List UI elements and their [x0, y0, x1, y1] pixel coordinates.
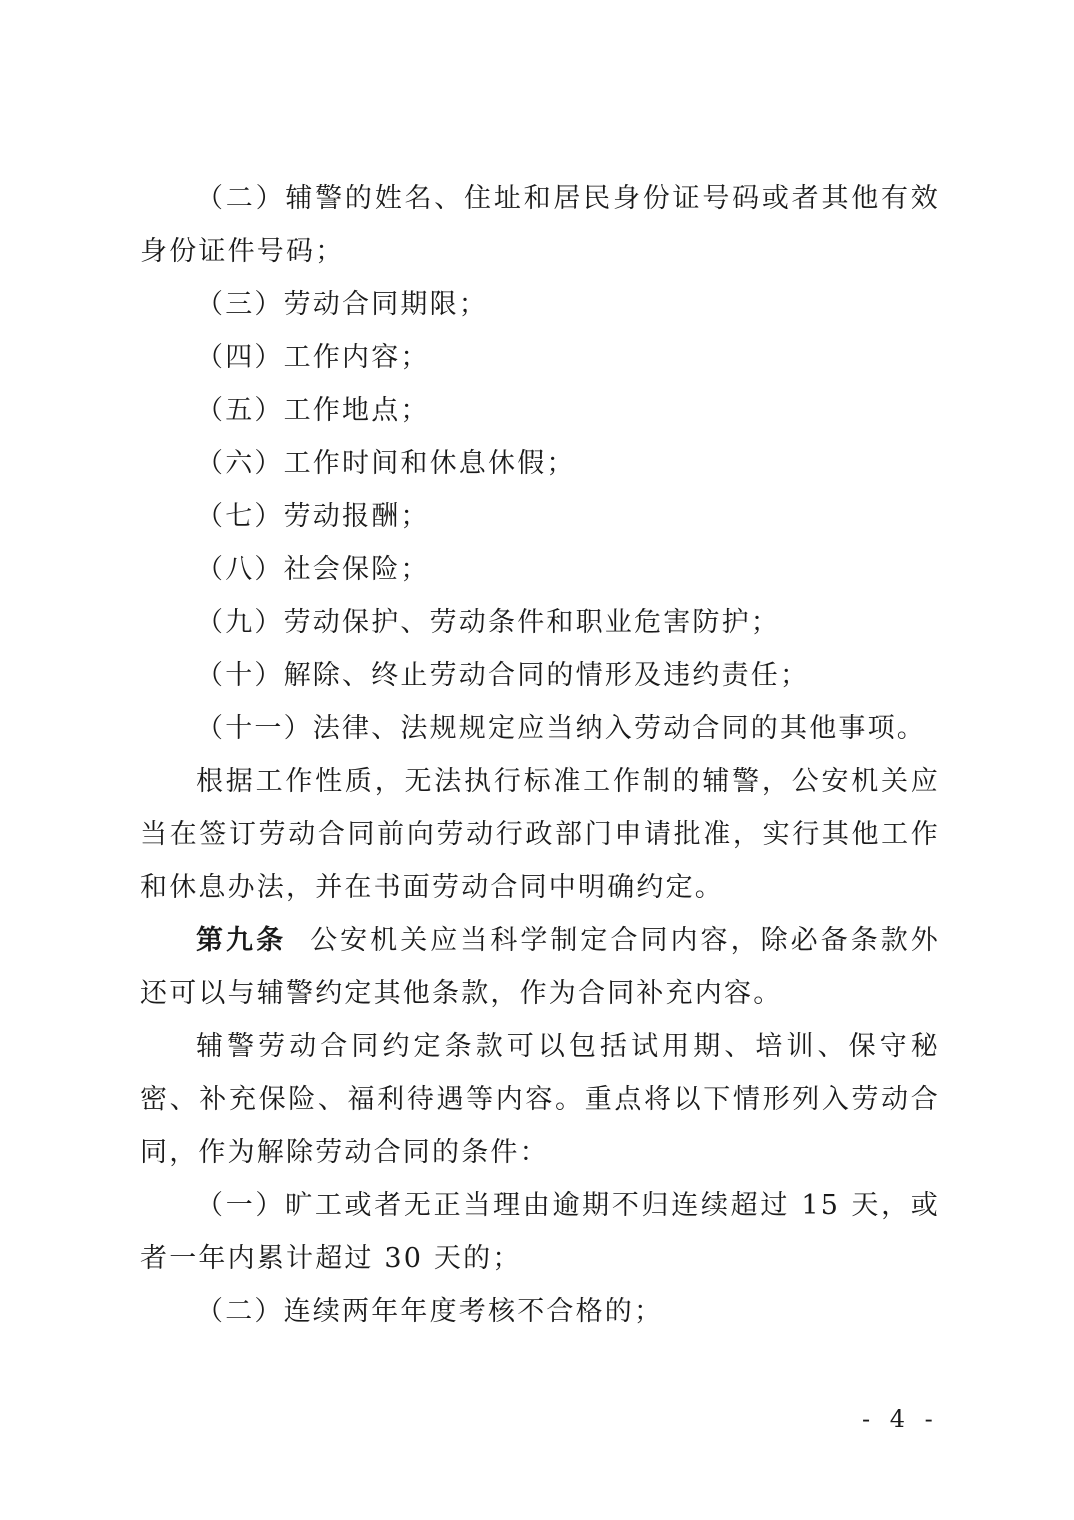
clause-item-7: （七）劳动报酬；: [196, 501, 430, 532]
clause-item-2: （二）辅警的姓名、住址和居民身份证号码或者其他有效身份证件号码；: [140, 183, 940, 267]
termination-condition-1: （一）旷工或者无正当理由逾期不归连续超过 15 天，或者一年内累计超过 30 天的；: [140, 1190, 940, 1274]
article-9-number: 第九条: [196, 925, 287, 956]
clause-item-5: （五）工作地点；: [196, 395, 430, 426]
article-9-paragraph: [140, 914, 940, 1020]
clause-item-9: （九）劳动保护、劳动条件和职业危害防护；: [196, 607, 780, 638]
clause-item-3: （三）劳动合同期限；: [196, 289, 488, 320]
clause-item-6: （六）工作时间和休息休假；: [196, 448, 576, 479]
page-number: - 4 -: [862, 1405, 939, 1433]
clause-item-10: （十）解除、终止劳动合同的情形及违约责任；: [196, 660, 810, 691]
document-body: [140, 172, 940, 1338]
clause-item-8: （八）社会保险；: [196, 554, 430, 585]
nonstandard-worktime-paragraph: 根据工作性质，无法执行标准工作制的辅警，公安机关应当在签订劳动合同前向劳动行政部门申请批准，实行其他工作和休息办法，并在书面劳动合同中明确约定。: [140, 766, 940, 903]
contract-terms-paragraph: 辅警劳动合同约定条款可以包括试用期、培训、保守秘密、补充保险、福利待遇等内容。重点将以下情形列入劳动合同，作为解除劳动合同的条件：: [140, 1031, 940, 1168]
article-9-text: 公安机关应当科学制定合同内容，除必备条款外还可以与辅警约定其他条款，作为合同补充内容。: [140, 925, 940, 1009]
termination-condition-2: （二）连续两年年度考核不合格的；: [196, 1296, 664, 1327]
clause-item-4: （四）工作内容；: [196, 342, 430, 373]
clause-item-11: （十一）法律、法规规定应当纳入劳动合同的其他事项。: [196, 713, 926, 744]
